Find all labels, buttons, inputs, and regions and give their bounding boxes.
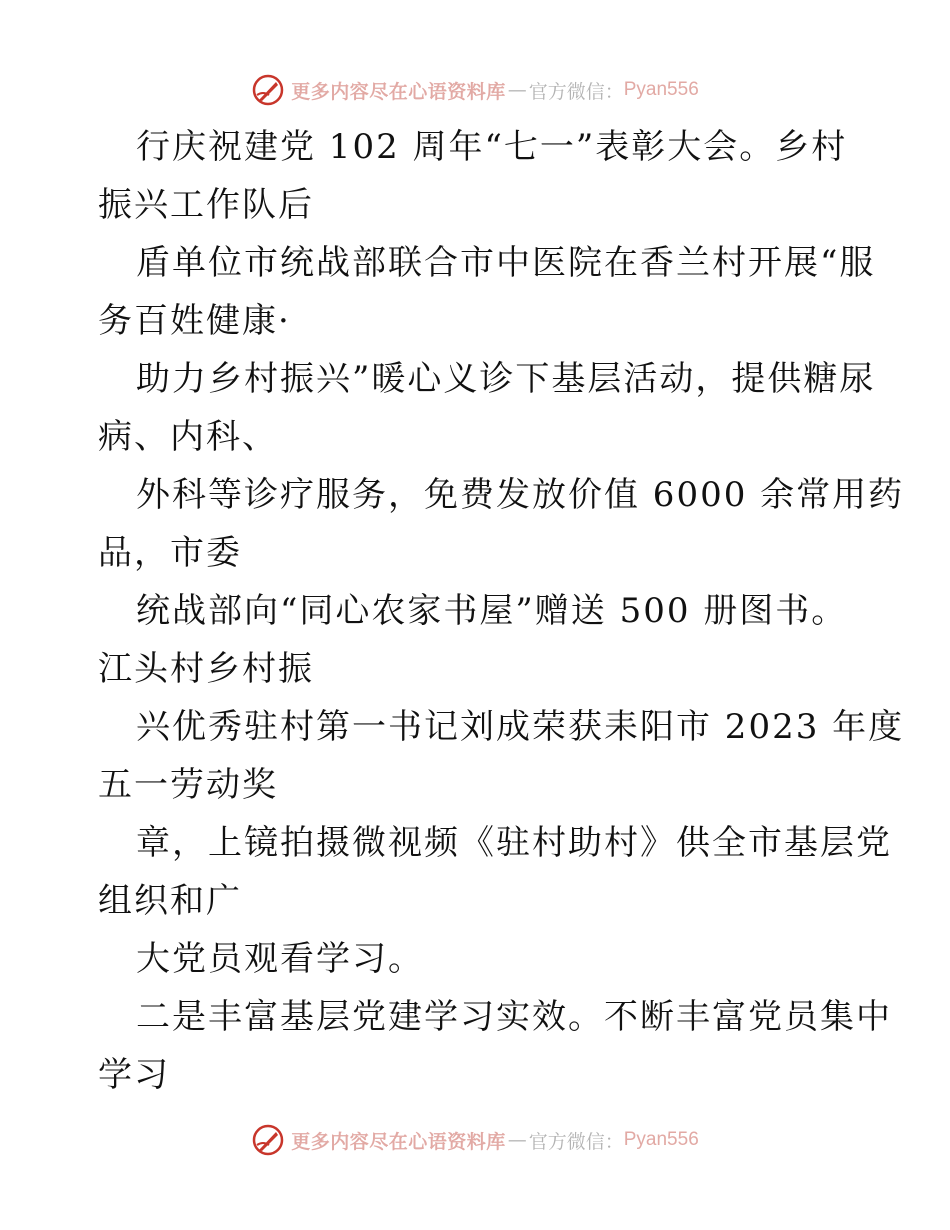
text-line: 章，上镜拍摄微视频《驻村助村》供全市基层党 — [136, 823, 892, 863]
text-line: 品，市委 — [98, 533, 242, 573]
banner-wechat-label: 官方微信： — [528, 1130, 624, 1153]
banner-main-text: 更多内容尽在心语资料库 — [291, 1130, 506, 1153]
text-line: 组织和广 — [98, 881, 242, 921]
text-line: 盾单位市统战部联合市中医院在香兰村开展“服 — [136, 243, 876, 283]
text-line: 振兴工作队后 — [98, 185, 314, 225]
banner-separator: — — [507, 79, 527, 101]
banner-separator: — — [507, 1129, 527, 1151]
banner-wechat-label: 官方微信： — [528, 80, 624, 103]
text-line: 外科等诊疗服务，免费发放价值 6000 余常用药 — [136, 475, 905, 515]
text-line: 二是丰富基层党建学习实效。不断丰富党员集中 — [136, 997, 892, 1037]
banner-main-text: 更多内容尽在心语资料库 — [291, 80, 506, 103]
text-line: 务百姓健康· — [98, 301, 291, 341]
quill-logo-icon — [251, 73, 285, 107]
footer-watermark-banner — [0, 1120, 950, 1160]
text-line: 大党员观看学习。 — [136, 939, 424, 979]
text-line: 兴优秀驻村第一书记刘成荣获耒阳市 2023 年度 — [136, 707, 905, 747]
text-line: 病、内科、 — [98, 417, 278, 457]
header-watermark-banner — [0, 70, 950, 110]
quill-logo-icon — [251, 1123, 285, 1157]
text-line: 助力乡村振兴”暖心义诊下基层活动，提供糖尿 — [136, 359, 876, 399]
body-text — [98, 118, 905, 1104]
text-line: 江头村乡村振 — [98, 649, 314, 689]
banner-wechat-id: Pyan556 — [623, 1129, 699, 1150]
text-line: 行庆祝建党 102 周年“七一”表彰大会。乡村 — [136, 127, 848, 167]
text-line: 五一劳动奖 — [98, 765, 278, 805]
banner-wechat-id: Pyan556 — [623, 79, 699, 100]
text-line: 统战部向“同心农家书屋”赠送 500 册图书。 — [136, 591, 848, 631]
text-line: 学习 — [98, 1055, 170, 1095]
